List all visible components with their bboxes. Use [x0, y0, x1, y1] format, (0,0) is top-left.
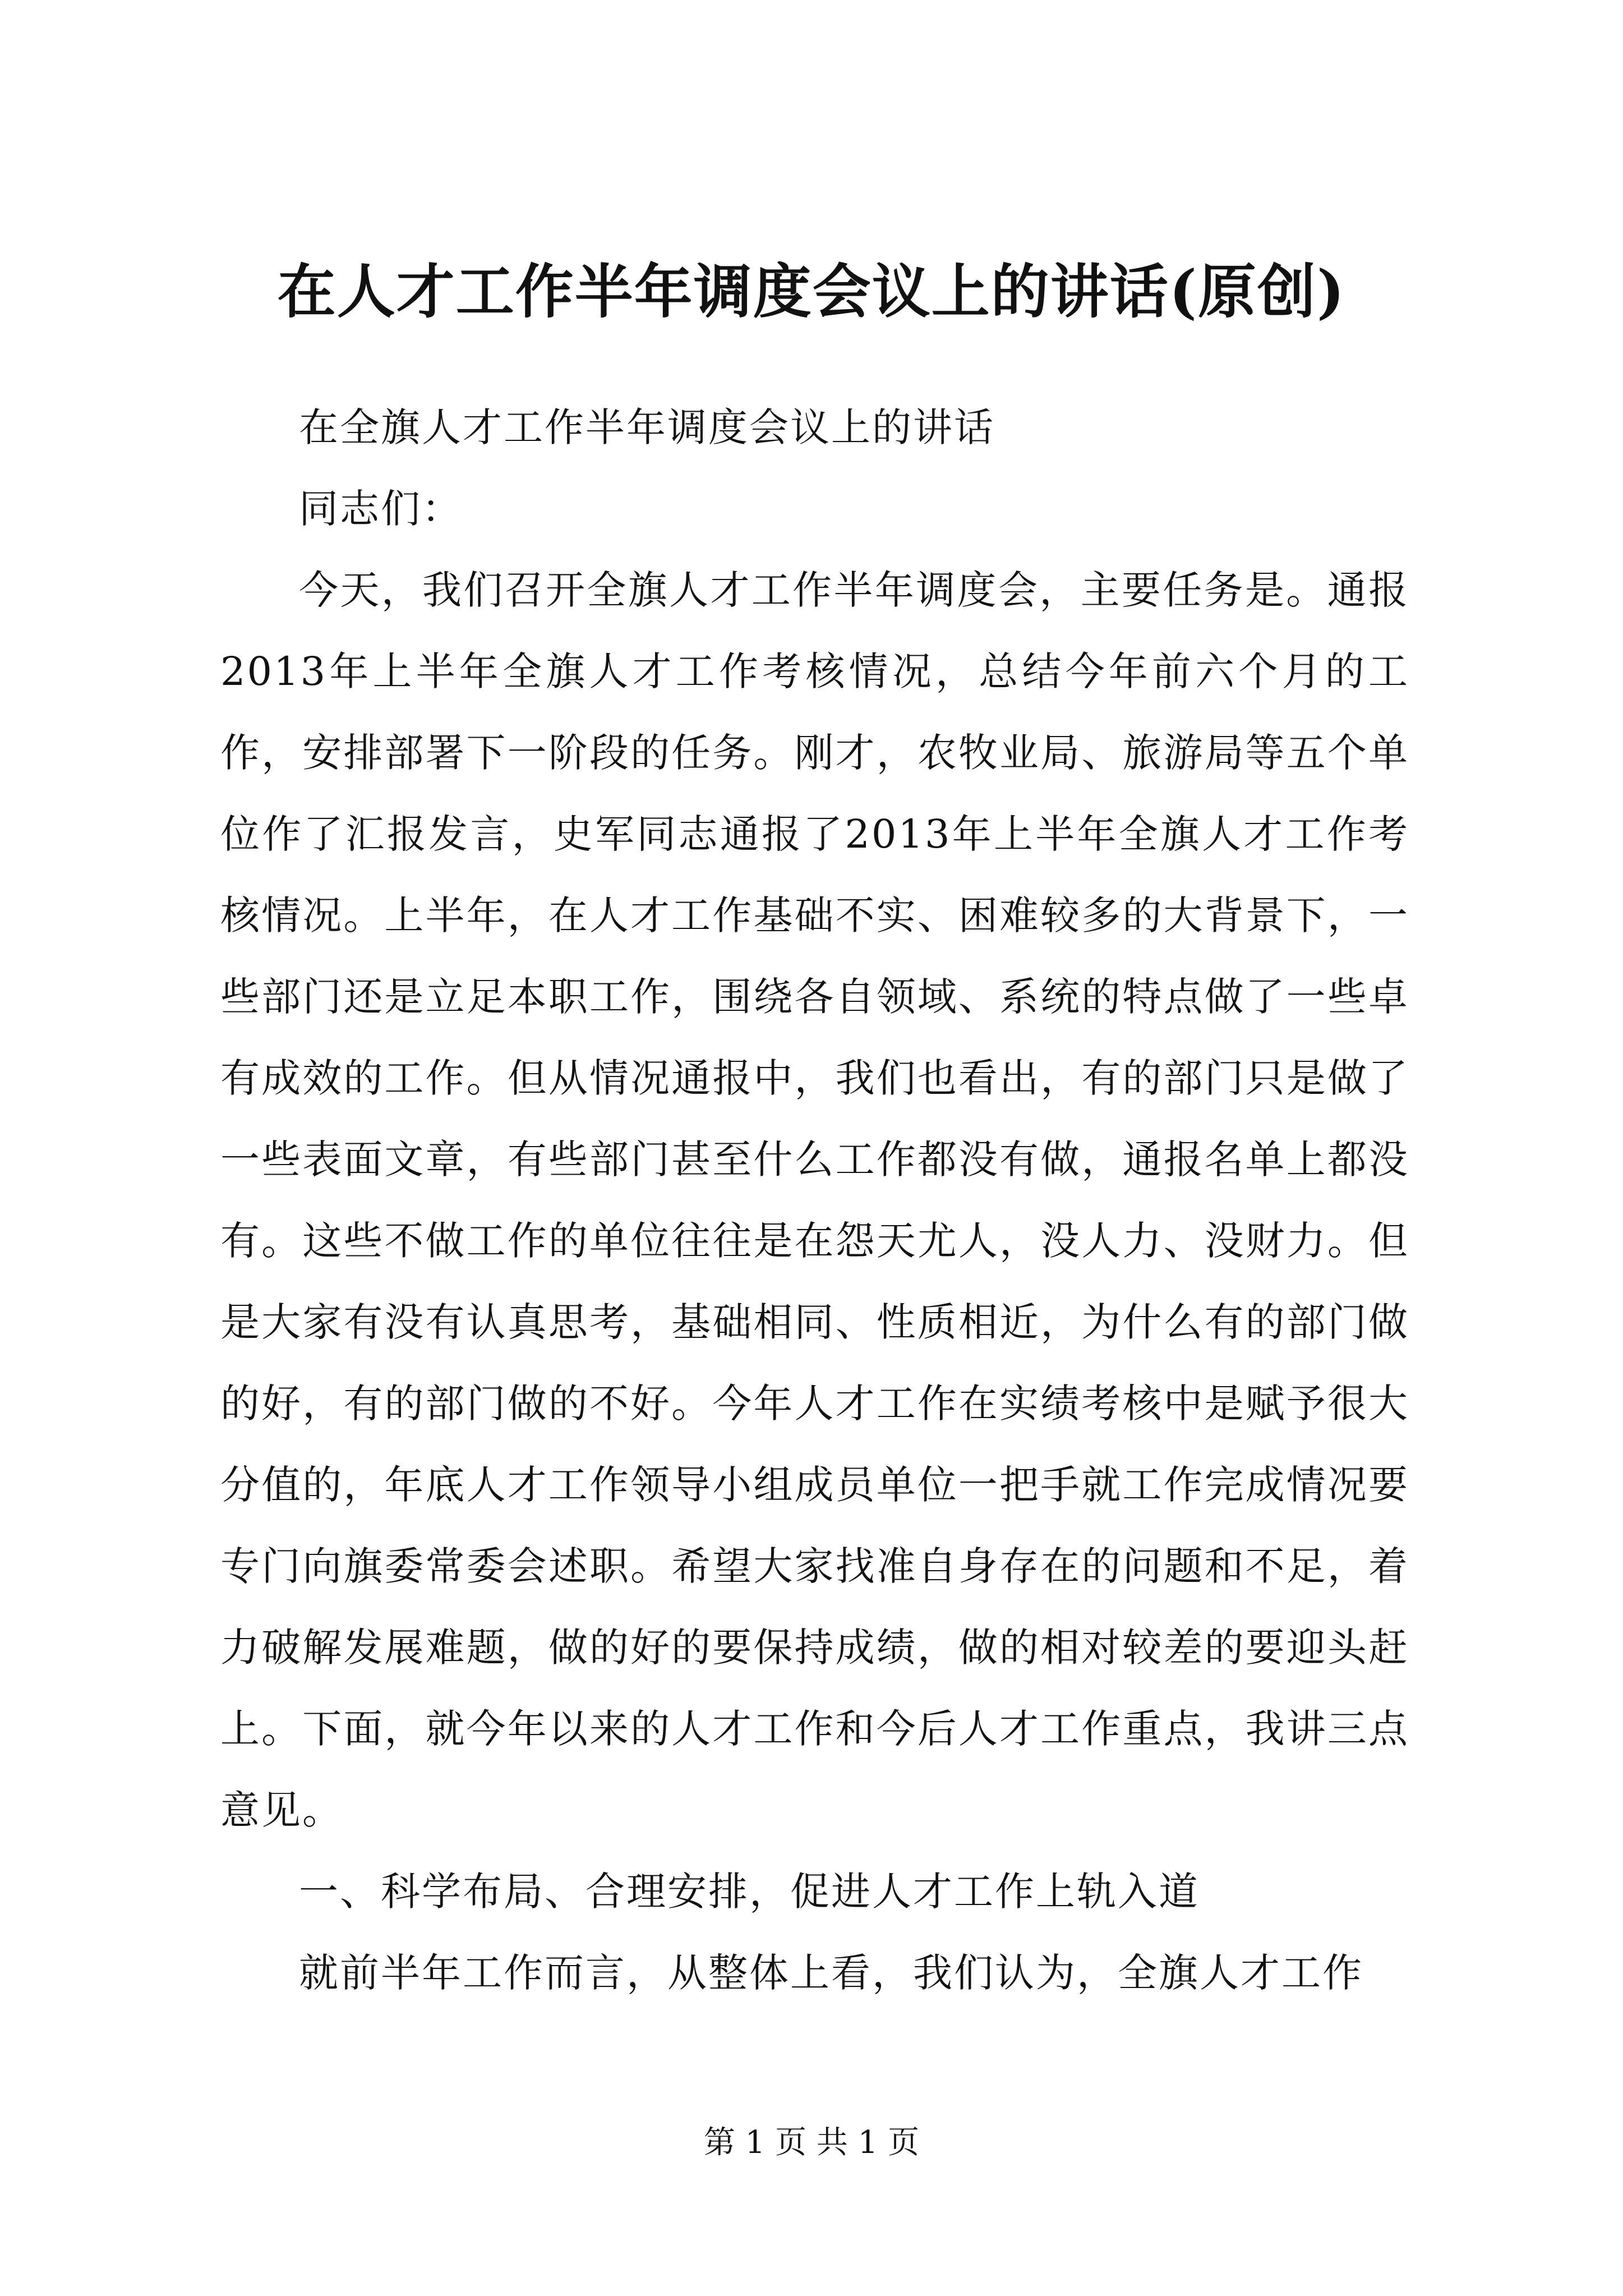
page-footer: 第 1 页 共 1 页	[703, 2124, 920, 2161]
subtitle-paragraph: 在全旗人才工作半年调度会议上的讲话	[299, 404, 995, 450]
body-paragraph: 今天，我们召开全旗人才工作半年调度会，主要任务是。通报2013年上半年全旗人才工作考核情况，总结今年前六个月的工作，安排部署下一阶段的任务。刚才，农牧业局、旅游局等五个单位作了汇报发言，史军同志通报了2013年上半年全旗人才工作考核情况。上半年，在人才工作基础不实、困难较多的大背景下，一些部门还是立足本职工作，围绕各自领域、系统的特点做了一些卓有成效的工作。但从情况通报中，我们也看出，有的部门只是做了一些表面文章，有些部门甚至什么工作都没有做，通报名单上都没有。这些不做工作的单位往往是在怨天尤人，没人力、没财力。但是大家有没有认真思考，基础相同、性质相近，为什么有的部门做的好，有的部门做的不好。今年人才工作在实绩考核中是赋予很大分值的，年底人才工作领导小组成员单位一把手就工作完成情况要专门向旗委常委会述职。希望大家找准自身存在的问题和不足，着力破解发展难题，做的好的要保持成绩，做的相对较差的要迎头赶上。下面，就今年以来的人才工作和今后人才工作重点，我讲三点意见。	[220, 567, 1409, 1833]
section-heading: 一、科学布局、合理安排，促进人才工作上轨入道	[299, 1869, 1200, 1915]
body-paragraph: 就前半年工作而言，从整体上看，我们认为，全旗人才工作	[299, 1950, 1363, 1996]
salutation-paragraph: 同志们：	[299, 486, 463, 532]
document-body	[220, 387, 1409, 2014]
document-title: 在人才工作半年调度会议上的讲话(原创)	[277, 257, 1346, 326]
